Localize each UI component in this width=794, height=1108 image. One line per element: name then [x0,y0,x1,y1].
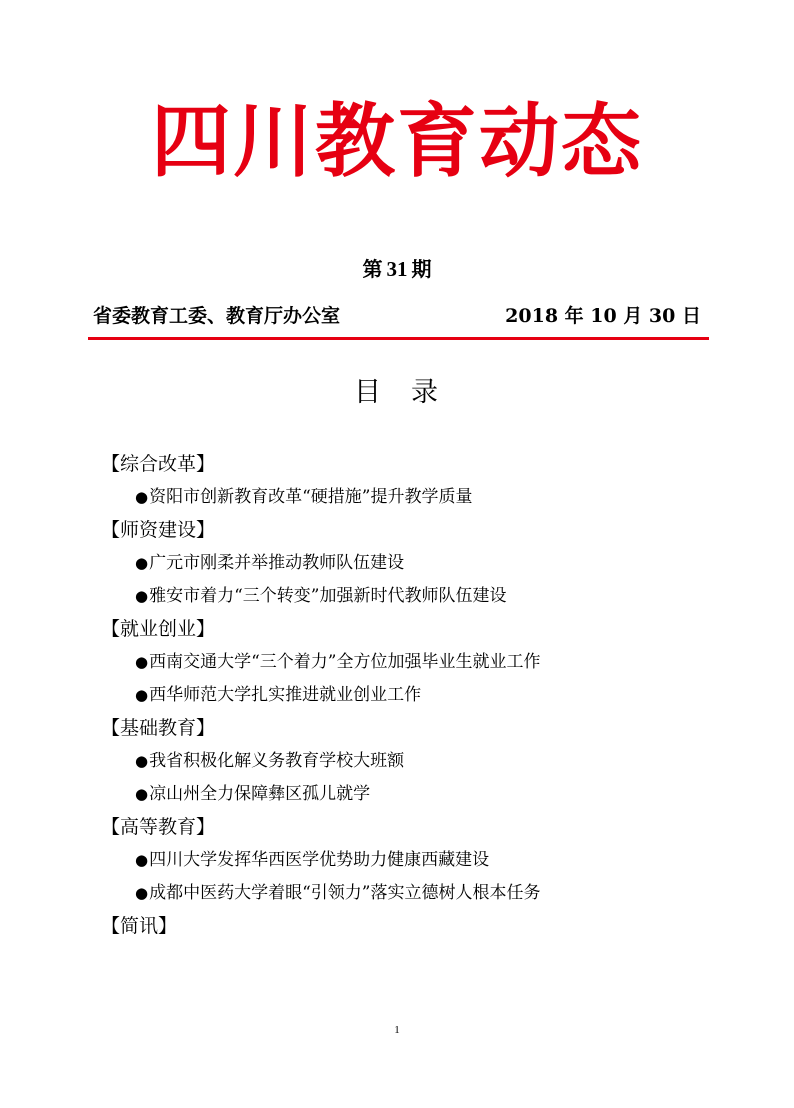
toc-item-label: 资阳市创新教育改革“硬措施”提升教学质量 [149,487,473,507]
toc-title-left: 目 [354,377,383,408]
toc-item[interactable] [101,844,721,877]
toc-item-label: 西华师范大学扎实推进就业创业工作 [149,685,422,705]
red-divider [88,337,709,340]
bullet-icon: ● [135,785,149,803]
bullet-icon: ● [135,488,149,506]
toc-item[interactable] [101,646,721,679]
bullet-icon: ● [135,653,149,671]
issue-number [0,255,794,283]
toc-item-label: 广元市刚柔并举推动教师队伍建设 [149,553,405,573]
toc-title-right: 录 [411,377,440,408]
issue-prefix: 第 [362,257,383,281]
toc-item[interactable] [101,745,721,778]
toc-item[interactable] [101,778,721,811]
toc-item[interactable] [101,481,721,514]
publish-date: 2018 年 10 月 30 日 [505,305,701,327]
issue-number-value: 31 [386,257,408,281]
toc-item-label: 西南交通大学“三个着力”全方位加强毕业生就业工作 [149,652,541,672]
bullet-icon: ● [135,884,149,902]
table-of-contents [101,448,721,943]
publisher-row [93,302,701,330]
toc-item-label: 四川大学发挥华西医学优势助力健康西藏建设 [149,850,490,870]
bullet-icon: ● [135,587,149,605]
toc-item[interactable] [101,679,721,712]
toc-section-heading: 【简讯】 [101,915,178,937]
toc-section-heading: 【就业创业】 [101,618,216,640]
bullet-icon: ● [135,851,149,869]
toc-section-heading: 【高等教育】 [101,816,216,838]
toc-section-heading: 【综合改革】 [101,453,216,475]
bullet-icon: ● [135,686,149,704]
toc-item[interactable] [101,580,721,613]
publisher-office: 省委教育工委、教育厅办公室 [93,305,341,327]
toc-title [0,375,794,411]
toc-item-label: 成都中医药大学着眼“引领力”落实立德树人根本任务 [149,883,541,903]
issue-suffix: 期 [411,257,432,281]
toc-item[interactable] [101,877,721,910]
toc-item-label: 雅安市着力“三个转变”加强新时代教师队伍建设 [149,586,507,606]
toc-section-heading: 【师资建设】 [101,519,216,541]
bullet-icon: ● [135,752,149,770]
bullet-icon: ● [135,554,149,572]
toc-item-label: 凉山州全力保障彝区孤儿就学 [149,784,371,804]
page-number: 1 [394,1024,400,1036]
toc-section-heading: 【基础教育】 [101,717,216,739]
toc-item-label: 我省积极化解义务教育学校大班额 [149,751,405,771]
masthead-title: 四川教育动态 [151,95,643,188]
toc-item[interactable] [101,547,721,580]
